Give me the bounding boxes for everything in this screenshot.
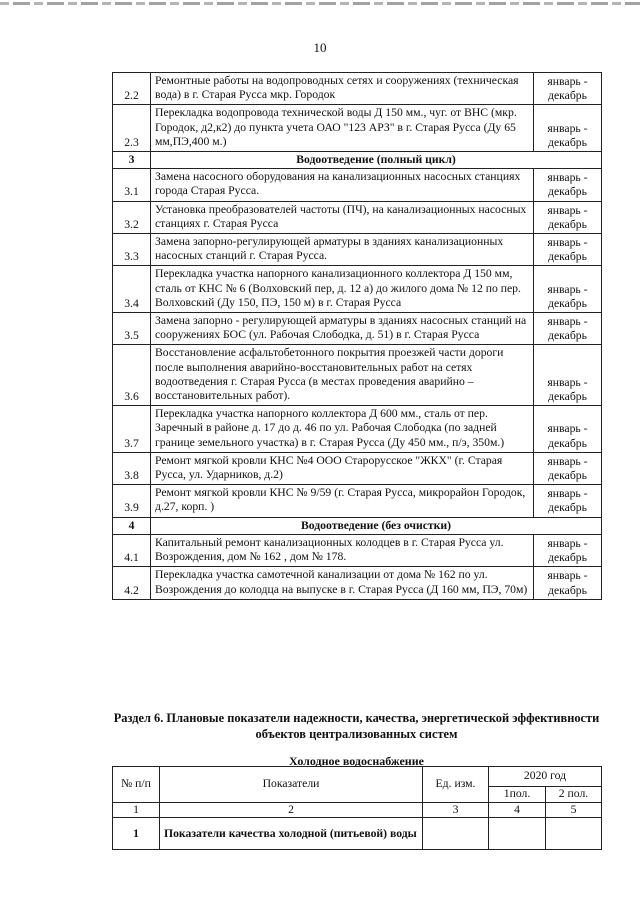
item-number: 3.5 <box>113 313 151 345</box>
item-number: 3.3 <box>113 234 151 266</box>
item-term: январь - декабрь <box>534 313 602 345</box>
item-term: январь - декабрь <box>534 266 602 313</box>
item-number: 3.1 <box>113 169 151 201</box>
item-description: Замена запорно - регулирующей арматуры в зданиях насосных станций на сооружениях БОС (ул. Рабочая Слободка, д. 51) в г. Старая Русса <box>151 313 534 345</box>
section-title: Водоотведение (без очистки) <box>151 517 602 534</box>
item-description: Капитальный ремонт канализационных колодцев в г. Старая Русса ул. Возрождения, дом № 162 , дом № 178. <box>151 534 534 566</box>
half-2-cell <box>546 818 602 850</box>
section-row <box>113 152 602 169</box>
item-number: 4.1 <box>113 534 151 566</box>
header-year: 2020 год <box>489 767 602 787</box>
section-number: 4 <box>113 517 151 534</box>
item-number: 3.7 <box>113 406 151 453</box>
section-6-subtitle: Холодное водоснабжение <box>289 754 424 768</box>
section-row <box>113 517 602 534</box>
item-number: 3.4 <box>113 266 151 313</box>
item-number: 3.6 <box>113 345 151 406</box>
item-description: Перекладка участка самотечной канализации от дома № 162 по ул. Возрождения до колодца на выпуске в г. Старая Русса (Д 160 мм, ПЭ, 70м) <box>151 567 534 599</box>
index-cell: 1 <box>113 803 160 818</box>
item-description: Ремонт мягкой кровли КНС № 9/59 (г. Старая Русса, микрорайон Городок, д.27, корп. ) <box>151 485 534 517</box>
item-description: Установка преобразователей частоты (ПЧ), на канализационных насосных станциях г. Старая Русса <box>151 201 534 233</box>
item-description: Замена насосного оборудования на канализационных насосных станциях города Старая Русса. <box>151 169 534 201</box>
item-term: январь - декабрь <box>534 201 602 233</box>
page-number: 10 <box>313 40 327 55</box>
work-row <box>113 485 602 517</box>
work-row <box>113 169 602 201</box>
work-row <box>113 266 602 313</box>
work-row <box>113 201 602 233</box>
work-row <box>113 313 602 345</box>
item-number: 2.3 <box>113 105 151 152</box>
header-half-1: 1пол. <box>489 787 546 803</box>
item-term: январь - декабрь <box>534 234 602 266</box>
item-number: 2.2 <box>113 73 151 105</box>
item-description: Перекладка участка напорного канализационного коллектора Д 150 мм, сталь от КНС № 6 (Волховский пер, д. 12 а) до жилого дома № 12 по пер. Волховский (Ду 150, ПЭ, 150 м) в г. Старая Русса <box>151 266 534 313</box>
item-term: январь - декабрь <box>534 105 602 152</box>
indicator-text: Показатели качества холодной (питьевой) воды <box>160 818 423 850</box>
work-row <box>113 234 602 266</box>
works-table <box>112 72 602 600</box>
work-row <box>113 345 602 406</box>
item-term: январь - декабрь <box>534 452 602 484</box>
item-description: Ремонт мягкой кровли КНС №4 ООО Старорусское "ЖКХ" (г. Старая Русса, ул. Ударников, д.2) <box>151 452 534 484</box>
work-row <box>113 73 602 105</box>
header-unit: Ед. изм. <box>423 767 489 803</box>
section-title: Водоотведение (полный цикл) <box>151 152 602 169</box>
work-row <box>113 534 602 566</box>
item-term: январь - декабрь <box>534 534 602 566</box>
item-number: 4.2 <box>113 567 151 599</box>
item-description: Перекладка участка напорного коллектора Д 600 мм., сталь от пер. Заречный в районе д. 17 до д. 46 по ул. Рабочая Слободка (по задней границе земельного участка) в г. Старая Русса (Ду 450 мм., п/э, 350м.) <box>151 406 534 453</box>
header-indicator: Показатели <box>160 767 423 803</box>
item-description: Замена запорно-регулирующей арматуры в зданиях канализационных насосных станций г. Старая Русса. <box>151 234 534 266</box>
unit-cell <box>423 818 489 850</box>
item-number: 3.8 <box>113 452 151 484</box>
index-cell: 5 <box>546 803 602 818</box>
item-term: январь - декабрь <box>534 169 602 201</box>
section-number: 3 <box>113 152 151 169</box>
item-term: январь - декабрь <box>534 406 602 453</box>
index-cell: 4 <box>489 803 546 818</box>
item-term: январь - декабрь <box>534 567 602 599</box>
half-1-cell <box>489 818 546 850</box>
item-term: январь - декабрь <box>534 345 602 406</box>
item-term: январь - декабрь <box>534 73 602 105</box>
section-6-title: Раздел 6. Плановые показатели надежности, качества, энергетической эффективности объектов централизованных систем <box>113 711 600 741</box>
work-row <box>113 452 602 484</box>
row-number: 1 <box>113 818 160 850</box>
work-row <box>113 105 602 152</box>
scan-top-edge <box>0 2 640 5</box>
indicators-table <box>112 766 602 850</box>
work-row <box>113 406 602 453</box>
index-cell: 2 <box>160 803 423 818</box>
header-num: № п/п <box>113 767 160 803</box>
item-number: 3.2 <box>113 201 151 233</box>
index-cell: 3 <box>423 803 489 818</box>
work-row <box>113 567 602 599</box>
item-number: 3.9 <box>113 485 151 517</box>
item-term: январь - декабрь <box>534 485 602 517</box>
item-description: Восстановление асфальтобетонного покрытия проезжей части дороги после выполнения аварийно-восстановительных работ на сетях водоотведения г. Старая Русса (в местах проведения аварийно –восстановительных работ). <box>151 345 534 406</box>
item-description: Перекладка водопровода технической воды Д 150 мм., чуг. от ВНС (мкр. Городок, д2,к2) до пункта учета ОАО "123 АРЗ" в г. Старая Русса (Ду 65 мм,ПЭ,400 м.) <box>151 105 534 152</box>
header-half-2: 2 пол. <box>546 787 602 803</box>
item-description: Ремонтные работы на водопроводных сетях и сооружениях (техническая вода) в г. Старая Русса мкр. Городок <box>151 73 534 105</box>
